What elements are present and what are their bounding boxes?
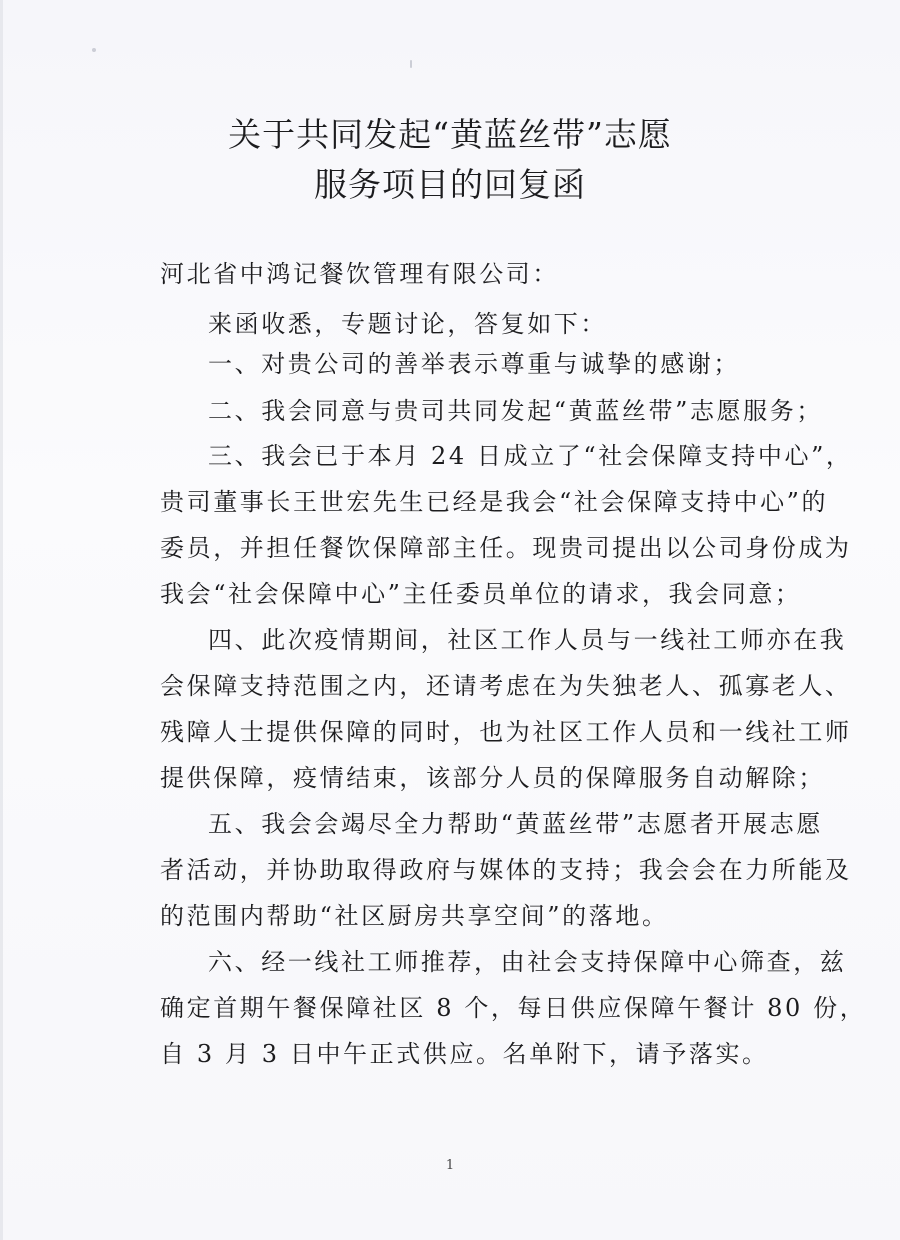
body-line: 委员，并担任餐饮保障部主任。现贵司提出以公司身份成为 — [160, 534, 852, 562]
body-line: 二、我会同意与贵司共同发起“黄蓝丝带”志愿服务； — [208, 397, 823, 425]
body-line: 自 3 月 3 日中午正式供应。名单附下，请予落实。 — [160, 1040, 769, 1068]
scan-speck — [410, 60, 412, 68]
salutation: 河北省中鸿记餐饮管理有限公司： — [160, 260, 559, 288]
document-title-line-2: 服务项目的回复函 — [314, 165, 586, 204]
body-line: 来函收悉，专题讨论，答复如下： — [208, 310, 607, 338]
body-line: 一、对贵公司的善举表示尊重与诚挚的感谢； — [208, 350, 740, 378]
body-line: 残障人士提供保障的同时，也为社区工作人员和一线社工师 — [160, 718, 852, 746]
document-title-line-1: 关于共同发起“黄蓝丝带”志愿 — [228, 115, 672, 154]
body-line: 四、此次疫情期间，社区工作人员与一线社工师亦在我 — [208, 626, 847, 654]
page-number: 1 — [445, 1158, 455, 1173]
body-line: 者活动，并协助取得政府与媒体的支持；我会会在力所能及 — [160, 856, 852, 884]
body-line: 确定首期午餐保障社区 8 个，每日供应保障午餐计 80 份， — [160, 994, 867, 1022]
body-line: 贵司董事长王世宏先生已经是我会“社会保障支持中心”的 — [160, 488, 829, 516]
body-line: 六、经一线社工师推荐，由社会支持保障中心筛查，兹 — [208, 948, 847, 976]
scan-speck — [92, 48, 96, 52]
body-line: 会保障支持范围之内，还请考虑在为失独老人、孤寡老人、 — [160, 672, 852, 700]
body-line: 我会“社会保障中心”主任委员单位的请求，我会同意； — [160, 580, 802, 608]
body-line: 提供保障，疫情结束，该部分人员的保障服务自动解除； — [160, 764, 825, 792]
body-line: 的范围内帮助“社区厨房共享空间”的落地。 — [160, 902, 669, 930]
body-line: 五、我会会竭尽全力帮助“黄蓝丝带”志愿者开展志愿 — [208, 810, 823, 838]
body-line: 三、我会已于本月 24 日成立了“社会保障支持中心”， — [208, 442, 853, 470]
